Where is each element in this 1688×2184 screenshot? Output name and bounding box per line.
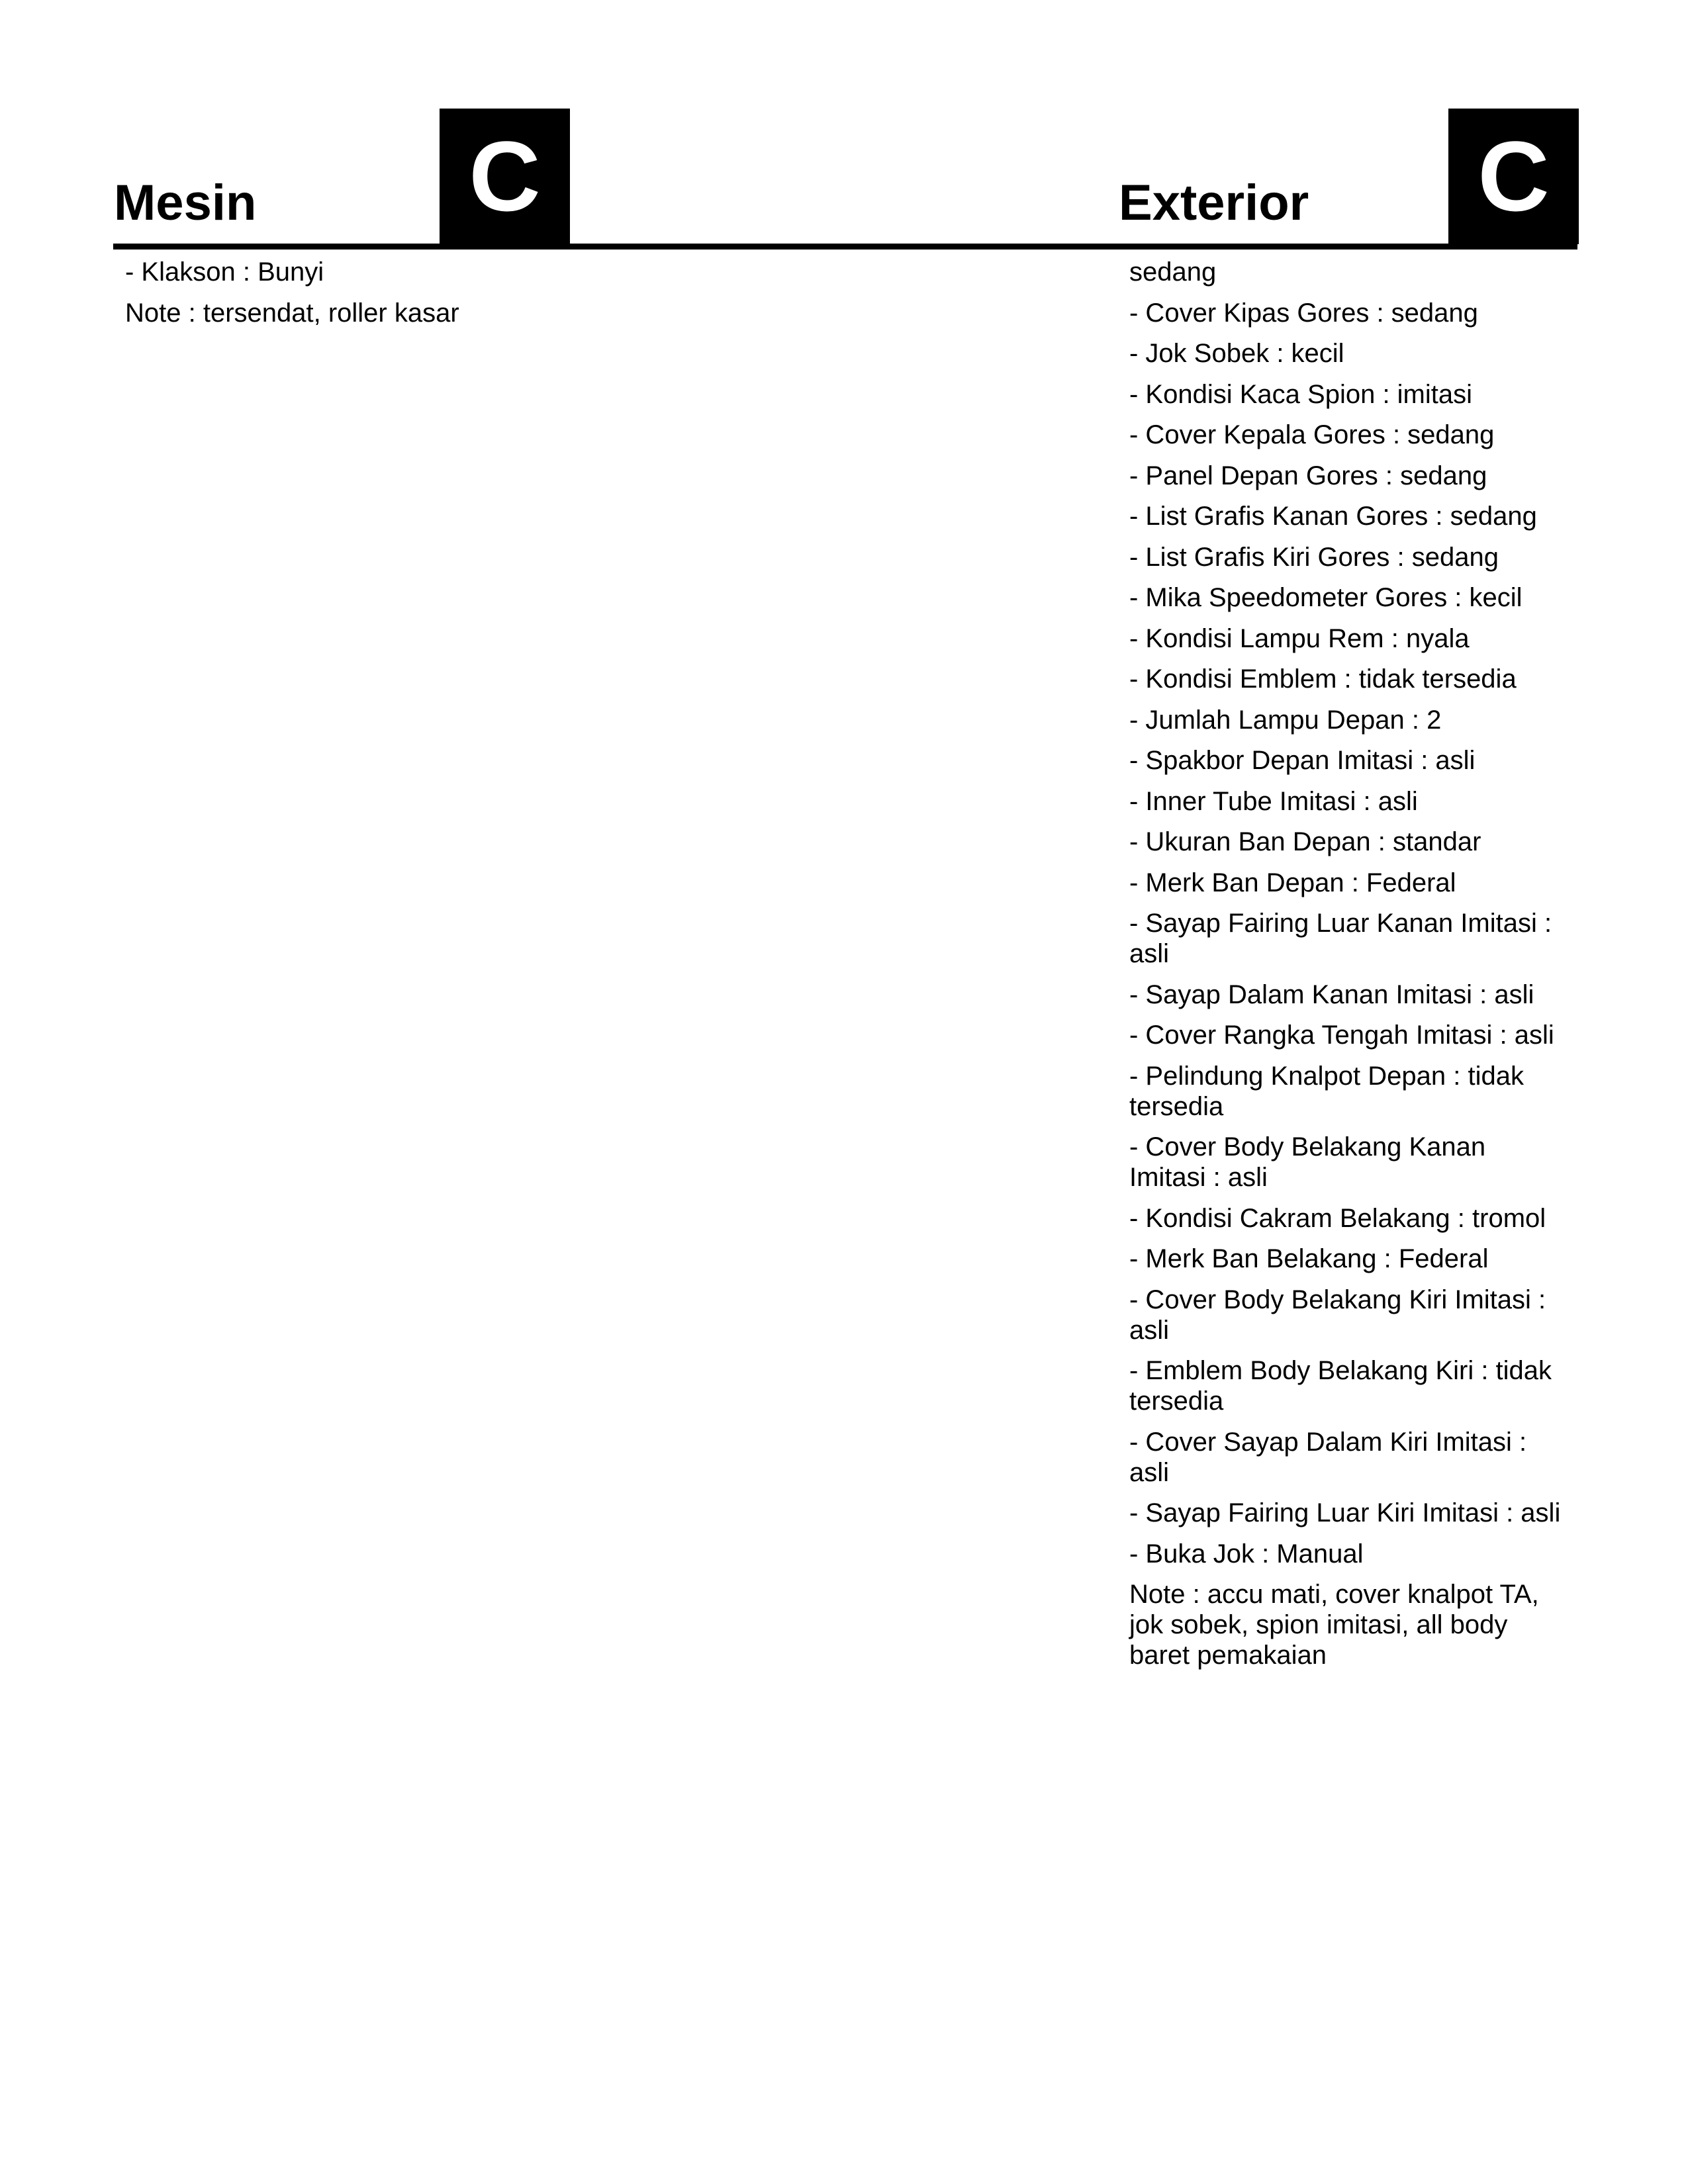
exterior-grade-badge: C <box>1448 109 1579 244</box>
exterior-item: - Kondisi Kaca Spion : imitasi <box>1129 379 1473 409</box>
exterior-item: - Inner Tube Imitasi : asli <box>1129 786 1418 816</box>
exterior-item: - List Grafis Kiri Gores : sedang <box>1129 542 1499 572</box>
exterior-item: - Ukuran Ban Depan : standar <box>1129 827 1481 856</box>
mesin-item: - Klakson : Bunyi <box>125 257 324 287</box>
exterior-title: Exterior <box>1119 175 1309 231</box>
exterior-note: Note : accu mati, cover knalpot TA, jok sobek, spion imitasi, all body baret pemakaian <box>1129 1580 1539 1670</box>
mesin-list <box>125 257 972 338</box>
exterior-item: - Sayap Fairing Luar Kiri Imitasi : asli <box>1129 1498 1561 1527</box>
mesin-note: Note : tersendat, roller kasar <box>125 298 459 328</box>
exterior-item: - Kondisi Lampu Rem : nyala <box>1129 623 1470 653</box>
exterior-item: - Panel Depan Gores : sedang <box>1129 461 1487 490</box>
exterior-item: sedang <box>1129 257 1217 287</box>
exterior-item: - Jumlah Lampu Depan : 2 <box>1129 705 1442 735</box>
exterior-item: - Cover Rangka Tengah Imitasi : asli <box>1129 1021 1554 1050</box>
exterior-item: - Kondisi Emblem : tidak tersedia <box>1129 664 1517 694</box>
exterior-item: - Jok Sobek : kecil <box>1129 339 1344 368</box>
exterior-item: - Pelindung Knalpot Depan : tidak tersedia <box>1129 1061 1524 1121</box>
exterior-item: - Spakbor Depan Imitasi : asli <box>1129 746 1476 775</box>
exterior-item: - Buka Jok : Manual <box>1129 1539 1364 1569</box>
exterior-item: - Cover Kepala Gores : sedang <box>1129 420 1495 449</box>
exterior-item: - Kondisi Cakram Belakang : tromol <box>1129 1203 1546 1233</box>
exterior-item: - Merk Ban Depan : Federal <box>1129 868 1456 897</box>
exterior-list <box>1129 257 1566 1681</box>
exterior-item: - Cover Kipas Gores : sedang <box>1129 298 1478 328</box>
exterior-item: - Sayap Dalam Kanan Imitasi : asli <box>1129 979 1534 1009</box>
exterior-item: - Emblem Body Belakang Kiri : tidak tersedia <box>1129 1356 1552 1416</box>
mesin-title: Mesin <box>114 175 257 231</box>
exterior-item: - Cover Sayap Dalam Kiri Imitasi : asli <box>1129 1427 1527 1487</box>
mesin-grade-badge: C <box>440 109 570 244</box>
exterior-item: - Sayap Fairing Luar Kanan Imitasi : asli <box>1129 909 1552 968</box>
exterior-item: - Cover Body Belakang Kanan Imitasi : asli <box>1129 1132 1486 1192</box>
exterior-item: - Mika Speedometer Gores : kecil <box>1129 583 1523 612</box>
exterior-item: - Cover Body Belakang Kiri Imitasi : asli <box>1129 1285 1546 1345</box>
exterior-item: - Merk Ban Belakang : Federal <box>1129 1244 1489 1273</box>
header-rule <box>113 244 1577 250</box>
exterior-item: - List Grafis Kanan Gores : sedang <box>1129 502 1537 531</box>
